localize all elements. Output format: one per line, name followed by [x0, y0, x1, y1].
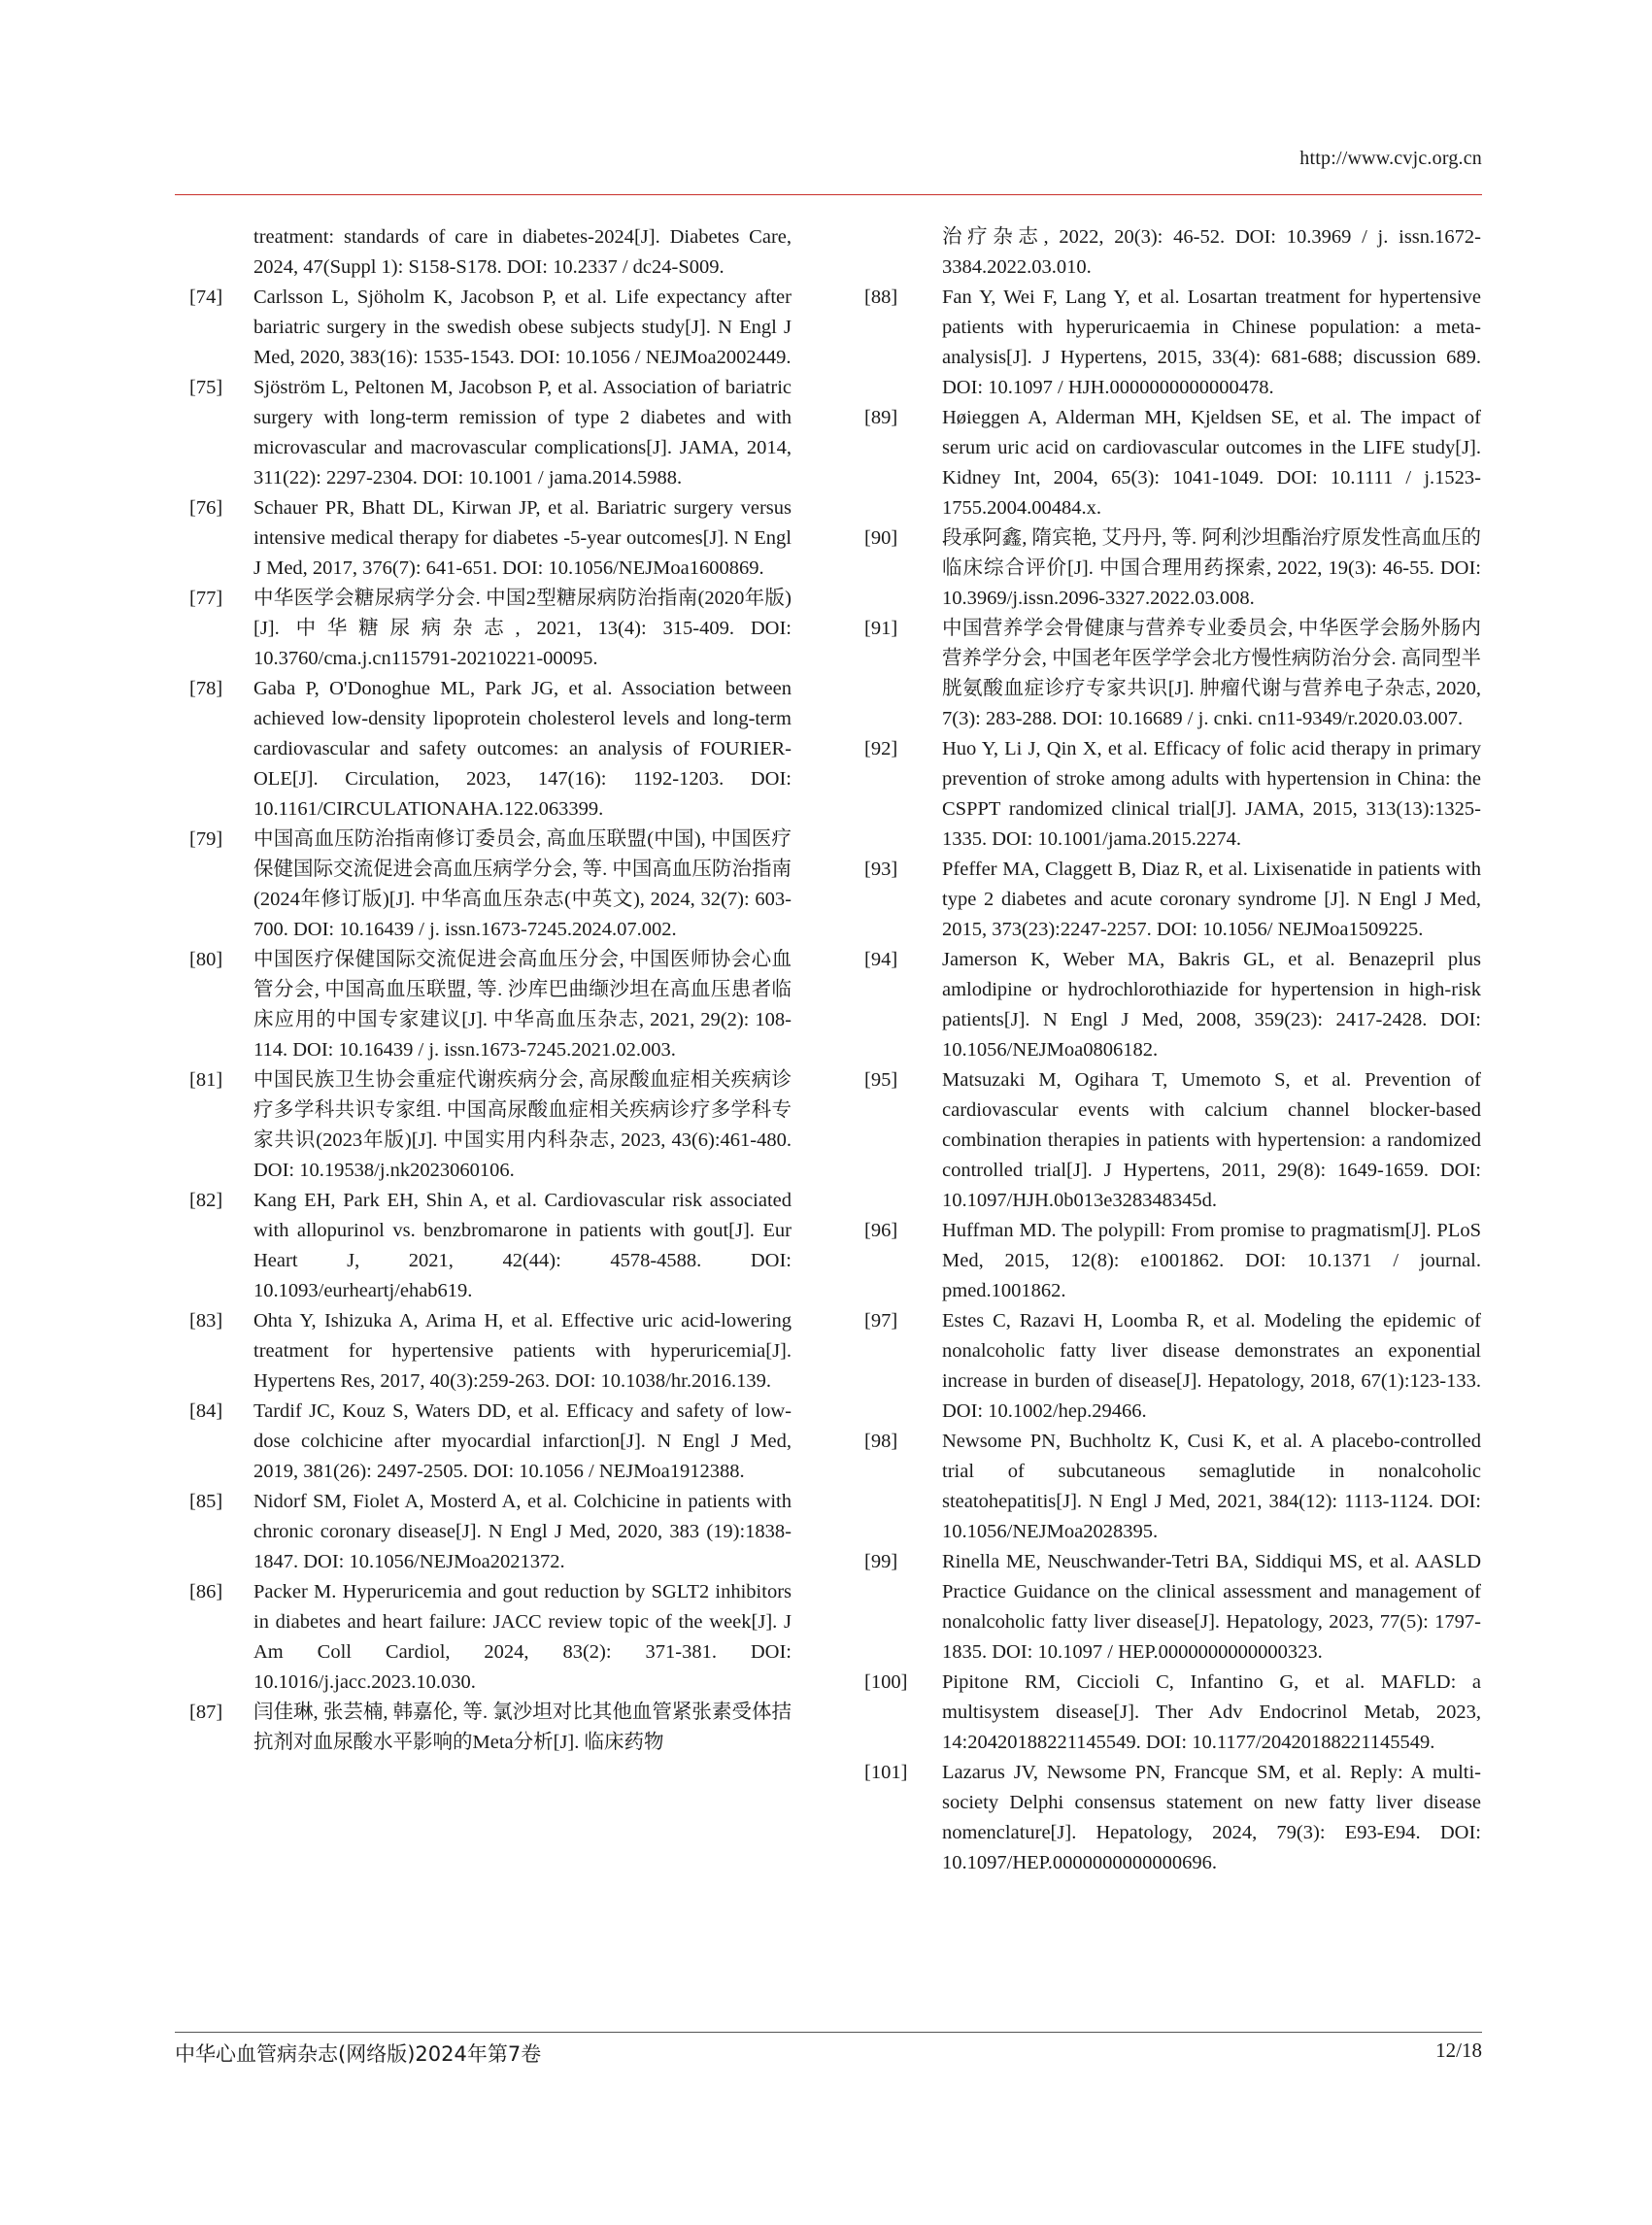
reference-item: [864, 1758, 1481, 1878]
reference-number: [81]: [189, 1069, 223, 1091]
reference-text: 闫佳琳, 张芸楠, 韩嘉伦, 等. 氯沙坦对比其他血管紧张素受体拮抗剂对血尿酸水平影响的Meta分析[J]. 临床药物: [253, 1702, 792, 1753]
reference-text: Schauer PR, Bhatt DL, Kirwan JP, et al. Bariatric surgery versus intensive medical therapy for diabetes -5-year outcomes[J]. N Engl J Med, 2017, 376(7): 641-651. DOI: 10.1056/NEJMoa1600869.: [253, 497, 792, 579]
reference-number: [90]: [864, 527, 898, 549]
reference-text: Pfeffer MA, Claggett B, Diaz R, et al. Lixisenatide in patients with type 2 diabetes and acute coronary syndrome [J]. N Engl J Med, 2015, 373(23):2247-2257. DOI: 10.1056/ NEJMoa1509225.: [942, 859, 1481, 940]
reference-number: [88]: [864, 287, 898, 308]
reference-number: [96]: [864, 1220, 898, 1241]
reference-text: Jamerson K, Weber MA, Bakris GL, et al. Benazepril plus amlodipine or hydrochlorothiazide for hypertension in high-risk patients[J]. N Engl J Med, 2008, 359(23): 2417-2428. DOI: 10.1056/NEJMoa0806182.: [942, 949, 1481, 1061]
left-column: [189, 222, 792, 1758]
reference-item: [864, 1216, 1481, 1306]
reference-text: 中国民族卫生协会重症代谢疾病分会, 高尿酸血症相关疾病诊疗多学科共识专家组. 中国高尿酸血症相关疾病诊疗多学科专家共识(2023年版)[J]. 中国实用内科杂志, 2023, 43(6):461-480. DOI: 10.19538/j.nk2023060106.: [253, 1069, 792, 1181]
reference-text: treatment: standards of care in diabetes-2024[J]. Diabetes Care, 2024, 47(Suppl 1): S158-S178. DOI: 10.2337 / dc24-S009.: [253, 226, 792, 278]
reference-item: [189, 1577, 792, 1698]
reference-number: [76]: [189, 497, 223, 519]
reference-text: Huo Y, Li J, Qin X, et al. Efficacy of folic acid therapy in primary prevention of stroke among adults with hypertension in China: the CSPPT randomized clinical trial[J]. JAMA, 2015, 313(13):1325-1335. DOI: 10.1001/jama.2015.2274.: [942, 738, 1481, 850]
right-reference-list: [864, 283, 1481, 1878]
reference-item: [864, 614, 1481, 734]
reference-number: [83]: [189, 1310, 223, 1332]
reference-number: [100]: [864, 1671, 908, 1693]
reference-item: [189, 1487, 792, 1577]
reference-text: 治疗杂志, 2022, 20(3): 46-52. DOI: 10.3969 / j. issn.1672-3384.2022.03.010.: [942, 226, 1481, 278]
reference-text: 中国高血压防治指南修订委员会, 高血压联盟(中国), 中国医疗保健国际交流促进会高血压病学分会, 等. 中国高血压防治指南(2024年修订版)[J]. 中华高血压杂志(中英文), 2024, 32(7): 603-700. DOI: 10.16439 / j. issn.1673-7245.2024.07.002.: [253, 828, 792, 940]
reference-item: [189, 584, 792, 674]
footer-journal: 中华心血管病杂志(网络版)2024年第7卷: [175, 2042, 542, 2066]
header-url: http://www.cvjc.org.cn: [1299, 148, 1482, 169]
reference-text: Fan Y, Wei F, Lang Y, et al. Losartan treatment for hypertensive patients with hyperuricaemia in Chinese population: a meta-analysis[J]. J Hypertens, 2015, 33(4): 681-688; discussion 689. DOI: 10.1097 / HJH.0000000000000478.: [942, 287, 1481, 398]
reference-item: [189, 493, 792, 584]
reference-text: Gaba P, O'Donoghue ML, Park JG, et al. Association between achieved low-density lipoprotein cholesterol levels and long-term cardiovascular and safety outcomes: an analysis of FOURIER-OLE[J]. Circulation, 2023, 147(16): 1192-1203. DOI: 10.1161/CIRCULATIONAHA.122.063399.: [253, 678, 792, 820]
reference-text: 段承阿鑫, 隋宾艳, 艾丹丹, 等. 阿利沙坦酯治疗原发性高血压的临床综合评价[J]. 中国合理用药探索, 2022, 19(3): 46-55. DOI: 10.3969/j.issn.2096-3327.2022.03.008.: [942, 527, 1481, 609]
reference-text: 中国医疗保健国际交流促进会高血压分会, 中国医师协会心血管分会, 中国高血压联盟, 等. 沙库巴曲缬沙坦在高血压患者临床应用的中国专家建议[J]. 中华高血压杂志, 2021, 29(2): 108-114. DOI: 10.16439 / j. issn.1673-7245.2021.02.003.: [253, 949, 792, 1061]
reference-item: [864, 945, 1481, 1065]
reference-item: [864, 403, 1481, 523]
reference-text: Packer M. Hyperuricemia and gout reduction by SGLT2 inhibitors in diabetes and heart failure: JACC review topic of the week[J]. J Am Coll Cardiol, 2024, 83(2): 371-381. DOI: 10.1016/j.jacc.2023.10.030.: [253, 1581, 792, 1693]
reference-number: [97]: [864, 1310, 898, 1332]
footer-page-number: 12/18: [1435, 2039, 1482, 2062]
reference-item: [189, 1397, 792, 1487]
reference-text: Kang EH, Park EH, Shin A, et al. Cardiovascular risk associated with allopurinol vs. benzbromarone in patients with gout[J]. Eur Heart J, 2021, 42(44): 4578-4588. DOI: 10.1093/eurheartj/ehab619.: [253, 1190, 792, 1301]
reference-text: 中国营养学会骨健康与营养专业委员会, 中华医学会肠外肠内营养学分会, 中国老年医学学会北方慢性病防治分会. 高同型半胱氨酸血症诊疗专家共识[J]. 肿瘤代谢与营养电子杂志, 2020, 7(3): 283-288. DOI: 10.16689 / j. cnki. cn11-9349/r.2020.03.007.: [942, 618, 1481, 729]
reference-text: Estes C, Razavi H, Loomba R, et al. Modeling the epidemic of nonalcoholic fatty liver disease demonstrates an exponential increase in burden of disease[J]. Hepatology, 2018, 67(1):123-133. DOI: 10.1002/hep.29466.: [942, 1310, 1481, 1422]
reference-number: [93]: [864, 859, 898, 880]
reference-text: Matsuzaki M, Ogihara T, Umemoto S, et al. Prevention of cardiovascular events with calcium channel blocker-based combination therapies in patients with hypertension: a randomized controlled trial[J]. J Hypertens, 2011, 29(8): 1649-1659. DOI: 10.1097/HJH.0b013e328348345d.: [942, 1069, 1481, 1211]
reference-text: Carlsson L, Sjöholm K, Jacobson P, et al. Life expectancy after bariatric surgery in the swedish obese subjects study[J]. N Engl J Med, 2020, 383(16): 1535-1543. DOI: 10.1056 / NEJMoa2002449.: [253, 287, 792, 368]
reference-continuation: [864, 222, 1481, 283]
reference-number: [95]: [864, 1069, 898, 1091]
reference-continuation: [189, 222, 792, 283]
reference-text: Tardif JC, Kouz S, Waters DD, et al. Efficacy and safety of low-dose colchicine after myocardial infarction[J]. N Engl J Med, 2019, 381(26): 2497-2505. DOI: 10.1056 / NEJMoa1912388.: [253, 1400, 792, 1482]
reference-item: [189, 1698, 792, 1758]
reference-item: [864, 1547, 1481, 1668]
reference-item: [864, 1427, 1481, 1547]
reference-item: [189, 373, 792, 493]
reference-text: Sjöström L, Peltonen M, Jacobson P, et al. Association of bariatric surgery with long-term remission of type 2 diabetes and with microvascular and macrovascular complications[J]. JAMA, 2014, 311(22): 2297-2304. DOI: 10.1001 / jama.2014.5988.: [253, 377, 792, 489]
reference-item: [189, 825, 792, 945]
reference-item: [189, 283, 792, 373]
reference-number: [78]: [189, 678, 223, 699]
reference-number: [101]: [864, 1762, 908, 1783]
reference-text: Huffman MD. The polypill: From promise to pragmatism[J]. PLoS Med, 2015, 12(8): e1001862. DOI: 10.1371 / journal. pmed.1001862.: [942, 1220, 1481, 1301]
reference-text: Pipitone RM, Ciccioli C, Infantino G, et al. MAFLD: a multisystem disease[J]. Ther Adv Endocrinol Metab, 2023, 14:20420188221145549. DOI: 10.1177/20420188221145549.: [942, 1671, 1481, 1753]
reference-text: Rinella ME, Neuschwander-Tetri BA, Siddiqui MS, et al. AASLD Practice Guidance on the clinical assessment and management of nonalcoholic fatty liver disease[J]. Hepatology, 2023, 77(5): 1797-1835. DOI: 10.1097 / HEP.0000000000000323.: [942, 1551, 1481, 1663]
reference-item: [864, 523, 1481, 614]
reference-number: [89]: [864, 407, 898, 428]
reference-number: [98]: [864, 1431, 898, 1452]
reference-number: [82]: [189, 1190, 223, 1211]
reference-text: Lazarus JV, Newsome PN, Francque SM, et al. Reply: A multi-society Delphi consensus statement on new fatty liver disease nomenclature[J]. Hepatology, 2024, 79(3): E93-E94. DOI: 10.1097/HEP.0000000000000696.: [942, 1762, 1481, 1873]
reference-item: [189, 674, 792, 825]
reference-number: [80]: [189, 949, 223, 970]
footer-divider: [175, 2032, 1482, 2033]
reference-item: [189, 1065, 792, 1186]
reference-number: [77]: [189, 588, 223, 609]
reference-item: [864, 1668, 1481, 1758]
reference-number: [91]: [864, 618, 898, 639]
reference-item: [864, 855, 1481, 945]
reference-number: [74]: [189, 287, 223, 308]
reference-text: Høieggen A, Alderman MH, Kjeldsen SE, et al. The impact of serum uric acid on cardiovascular outcomes in the LIFE study[J]. Kidney Int, 2004, 65(3): 1041-1049. DOI: 10.1111 / j.1523-1755.2004.00484.x.: [942, 407, 1481, 519]
reference-item: [189, 945, 792, 1065]
reference-number: [99]: [864, 1551, 898, 1572]
reference-number: [84]: [189, 1400, 223, 1422]
reference-number: [92]: [864, 738, 898, 759]
reference-item: [864, 1306, 1481, 1427]
reference-number: [86]: [189, 1581, 223, 1602]
reference-number: [87]: [189, 1702, 223, 1723]
header-divider: [175, 194, 1482, 195]
reference-number: [85]: [189, 1491, 223, 1512]
reference-item: [864, 1065, 1481, 1216]
left-reference-list: [189, 283, 792, 1758]
reference-item: [189, 1306, 792, 1397]
reference-text: Ohta Y, Ishizuka A, Arima H, et al. Effective uric acid-lowering treatment for hypertensive patients with hyperuricemia[J]. Hypertens Res, 2017, 40(3):259-263. DOI: 10.1038/hr.2016.139.: [253, 1310, 792, 1392]
reference-number: [94]: [864, 949, 898, 970]
reference-item: [864, 734, 1481, 855]
right-column: [864, 222, 1481, 1878]
reference-text: Nidorf SM, Fiolet A, Mosterd A, et al. Colchicine in patients with chronic coronary disease[J]. N Engl J Med, 2020, 383 (19):1838-1847. DOI: 10.1056/NEJMoa2021372.: [253, 1491, 792, 1572]
reference-text: 中华医学会糖尿病学分会. 中国2型糖尿病防治指南(2020年版) [J]. 中华糖尿病杂志, 2021, 13(4): 315-409. DOI: 10.3760/cma.j.cn115791-20210221-00095.: [253, 588, 792, 669]
reference-number: [79]: [189, 828, 223, 850]
reference-item: [864, 283, 1481, 403]
reference-number: [75]: [189, 377, 223, 398]
reference-item: [189, 1186, 792, 1306]
reference-text: Newsome PN, Buchholtz K, Cusi K, et al. A placebo-controlled trial of subcutaneous semaglutide in nonalcoholic steatohepatitis[J]. N Engl J Med, 2021, 384(12): 1113-1124. DOI: 10.1056/NEJMoa2028395.: [942, 1431, 1481, 1542]
